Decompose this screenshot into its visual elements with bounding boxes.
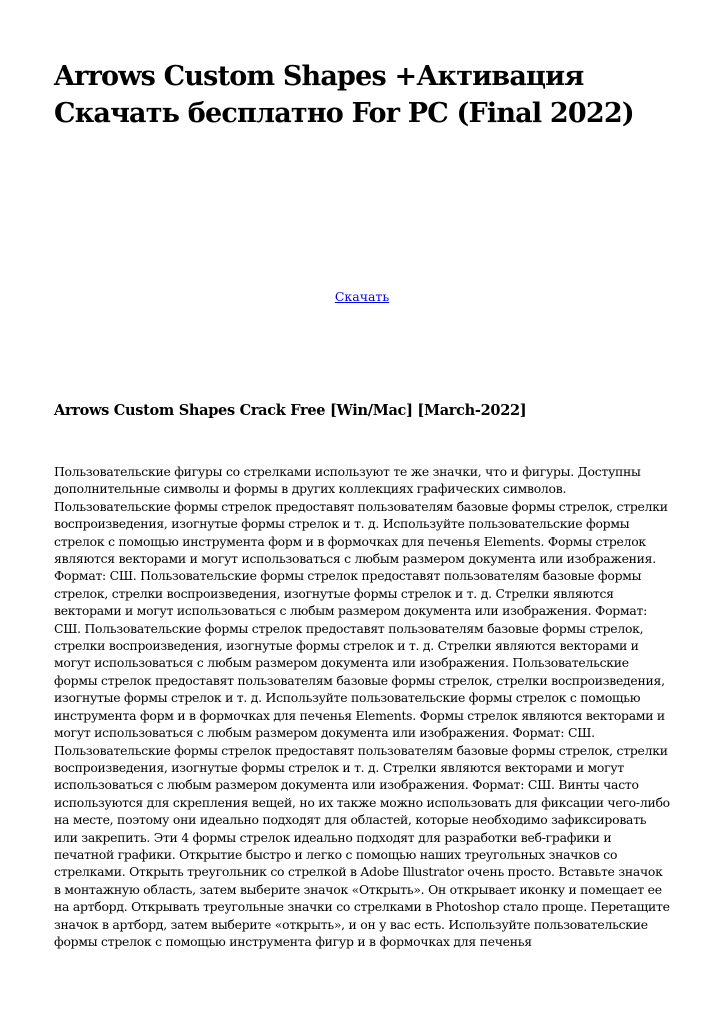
section-heading: Arrows Custom Shapes Crack Free [Win/Mac] [March-2022] [54, 402, 527, 419]
body-line: печатной графики. Открытие быстро и легко с помощью наших треугольных значков со [54, 846, 618, 862]
body-line: изогнутые формы стрелок и т. д. Используйте пользовательские формы стрелок с помощью [54, 690, 641, 706]
body-line: Пользовательские формы стрелок предоставят пользователям базовые формы стрелок, стрелки [54, 742, 668, 758]
page-title: Arrows Custom Shapes +Активация Скачать бесплатно For PC (Final 2022) [54, 61, 634, 129]
body-line: формы стрелок предоставят пользователям базовые формы стрелок, стрелки воспроизведения, [54, 672, 665, 688]
body-line: Пользовательские формы стрелок предоставят пользователям базовые формы стрелок, стрелки [54, 498, 668, 514]
body-line: стрелки воспроизведения, изогнутые формы стрелок и т. д. Стрелки являются векторами и [54, 638, 639, 654]
body-line: векторами и могут использоваться с любым размером документа или изображения. Формат: [54, 603, 648, 619]
body-line: использоваться с любым размером документа или изображения. Формат: СШ. Винты часто [54, 777, 639, 793]
body-line: формы стрелок с помощью инструмента фигур и в формочках для печенья [54, 933, 532, 949]
download-link[interactable]: Скачать [334, 289, 390, 304]
body-line: на месте, поэтому они идеально подходят для областей, которые необходимо зафиксировать [54, 812, 647, 828]
body-line: в монтажную область, затем выберите значок «Открыть». Он открывает иконку и помещает ее [54, 881, 662, 897]
body-paragraph [54, 463, 684, 950]
body-line: стрелок, стрелки воспроизведения, изогнутые формы стрелок и т. д. Стрелки являются [54, 585, 614, 601]
body-line: воспроизведения, изогнутые формы стрелок и т. д. Стрелки являются векторами и могут [54, 759, 624, 775]
body-line: Пользовательские фигуры со стрелками используют те же значки, что и фигуры. Доступны [54, 464, 641, 479]
body-line: дополнительные символы и формы в других коллекциях графических символов. [54, 481, 567, 497]
body-line: или закрепить. Эти 4 формы стрелок идеально подходят для разработки веб-графики и [54, 829, 612, 845]
body-line: СШ. Пользовательские формы стрелок предоставят пользователям базовые формы стрелок, [54, 620, 644, 636]
body-line: стрелками. Открыть треугольник со стрелкой в Adobe Illustrator очень просто. Вставьте значок [54, 864, 663, 880]
body-line: являются векторами и могут использоваться с любым размером документа или изображения. [54, 551, 656, 567]
body-line: инструмента форм и в формочках для печенья Elements. Формы стрелок являются векторами и [54, 707, 665, 723]
body-line: могут использоваться с любым размером документа или изображения. Формат: СШ. [54, 725, 595, 741]
body-line: Формат: СШ. Пользовательские формы стрелок предоставят пользователям базовые формы [54, 568, 642, 584]
body-line: могут использоваться с любым размером документа или изображения. Пользовательские [54, 655, 629, 671]
body-line: воспроизведения, изогнутые формы стрелок и т. д. Используйте пользовательские формы [54, 516, 630, 532]
body-line: значок в артборд, затем выберите «открыть», и он у вас есть. Используйте пользовательские [54, 916, 648, 932]
body-line: стрелок с помощью инструмента форм и в формочках для печенья Elements. Формы стрелок [54, 533, 646, 549]
body-line: на артборд. Открывать треугольные значки со стрелками в Photoshop стало проще. Перетащите [54, 899, 670, 915]
body-line: используются для скрепления вещей, но их также можно использовать для фиксации чего-либо [54, 794, 670, 810]
